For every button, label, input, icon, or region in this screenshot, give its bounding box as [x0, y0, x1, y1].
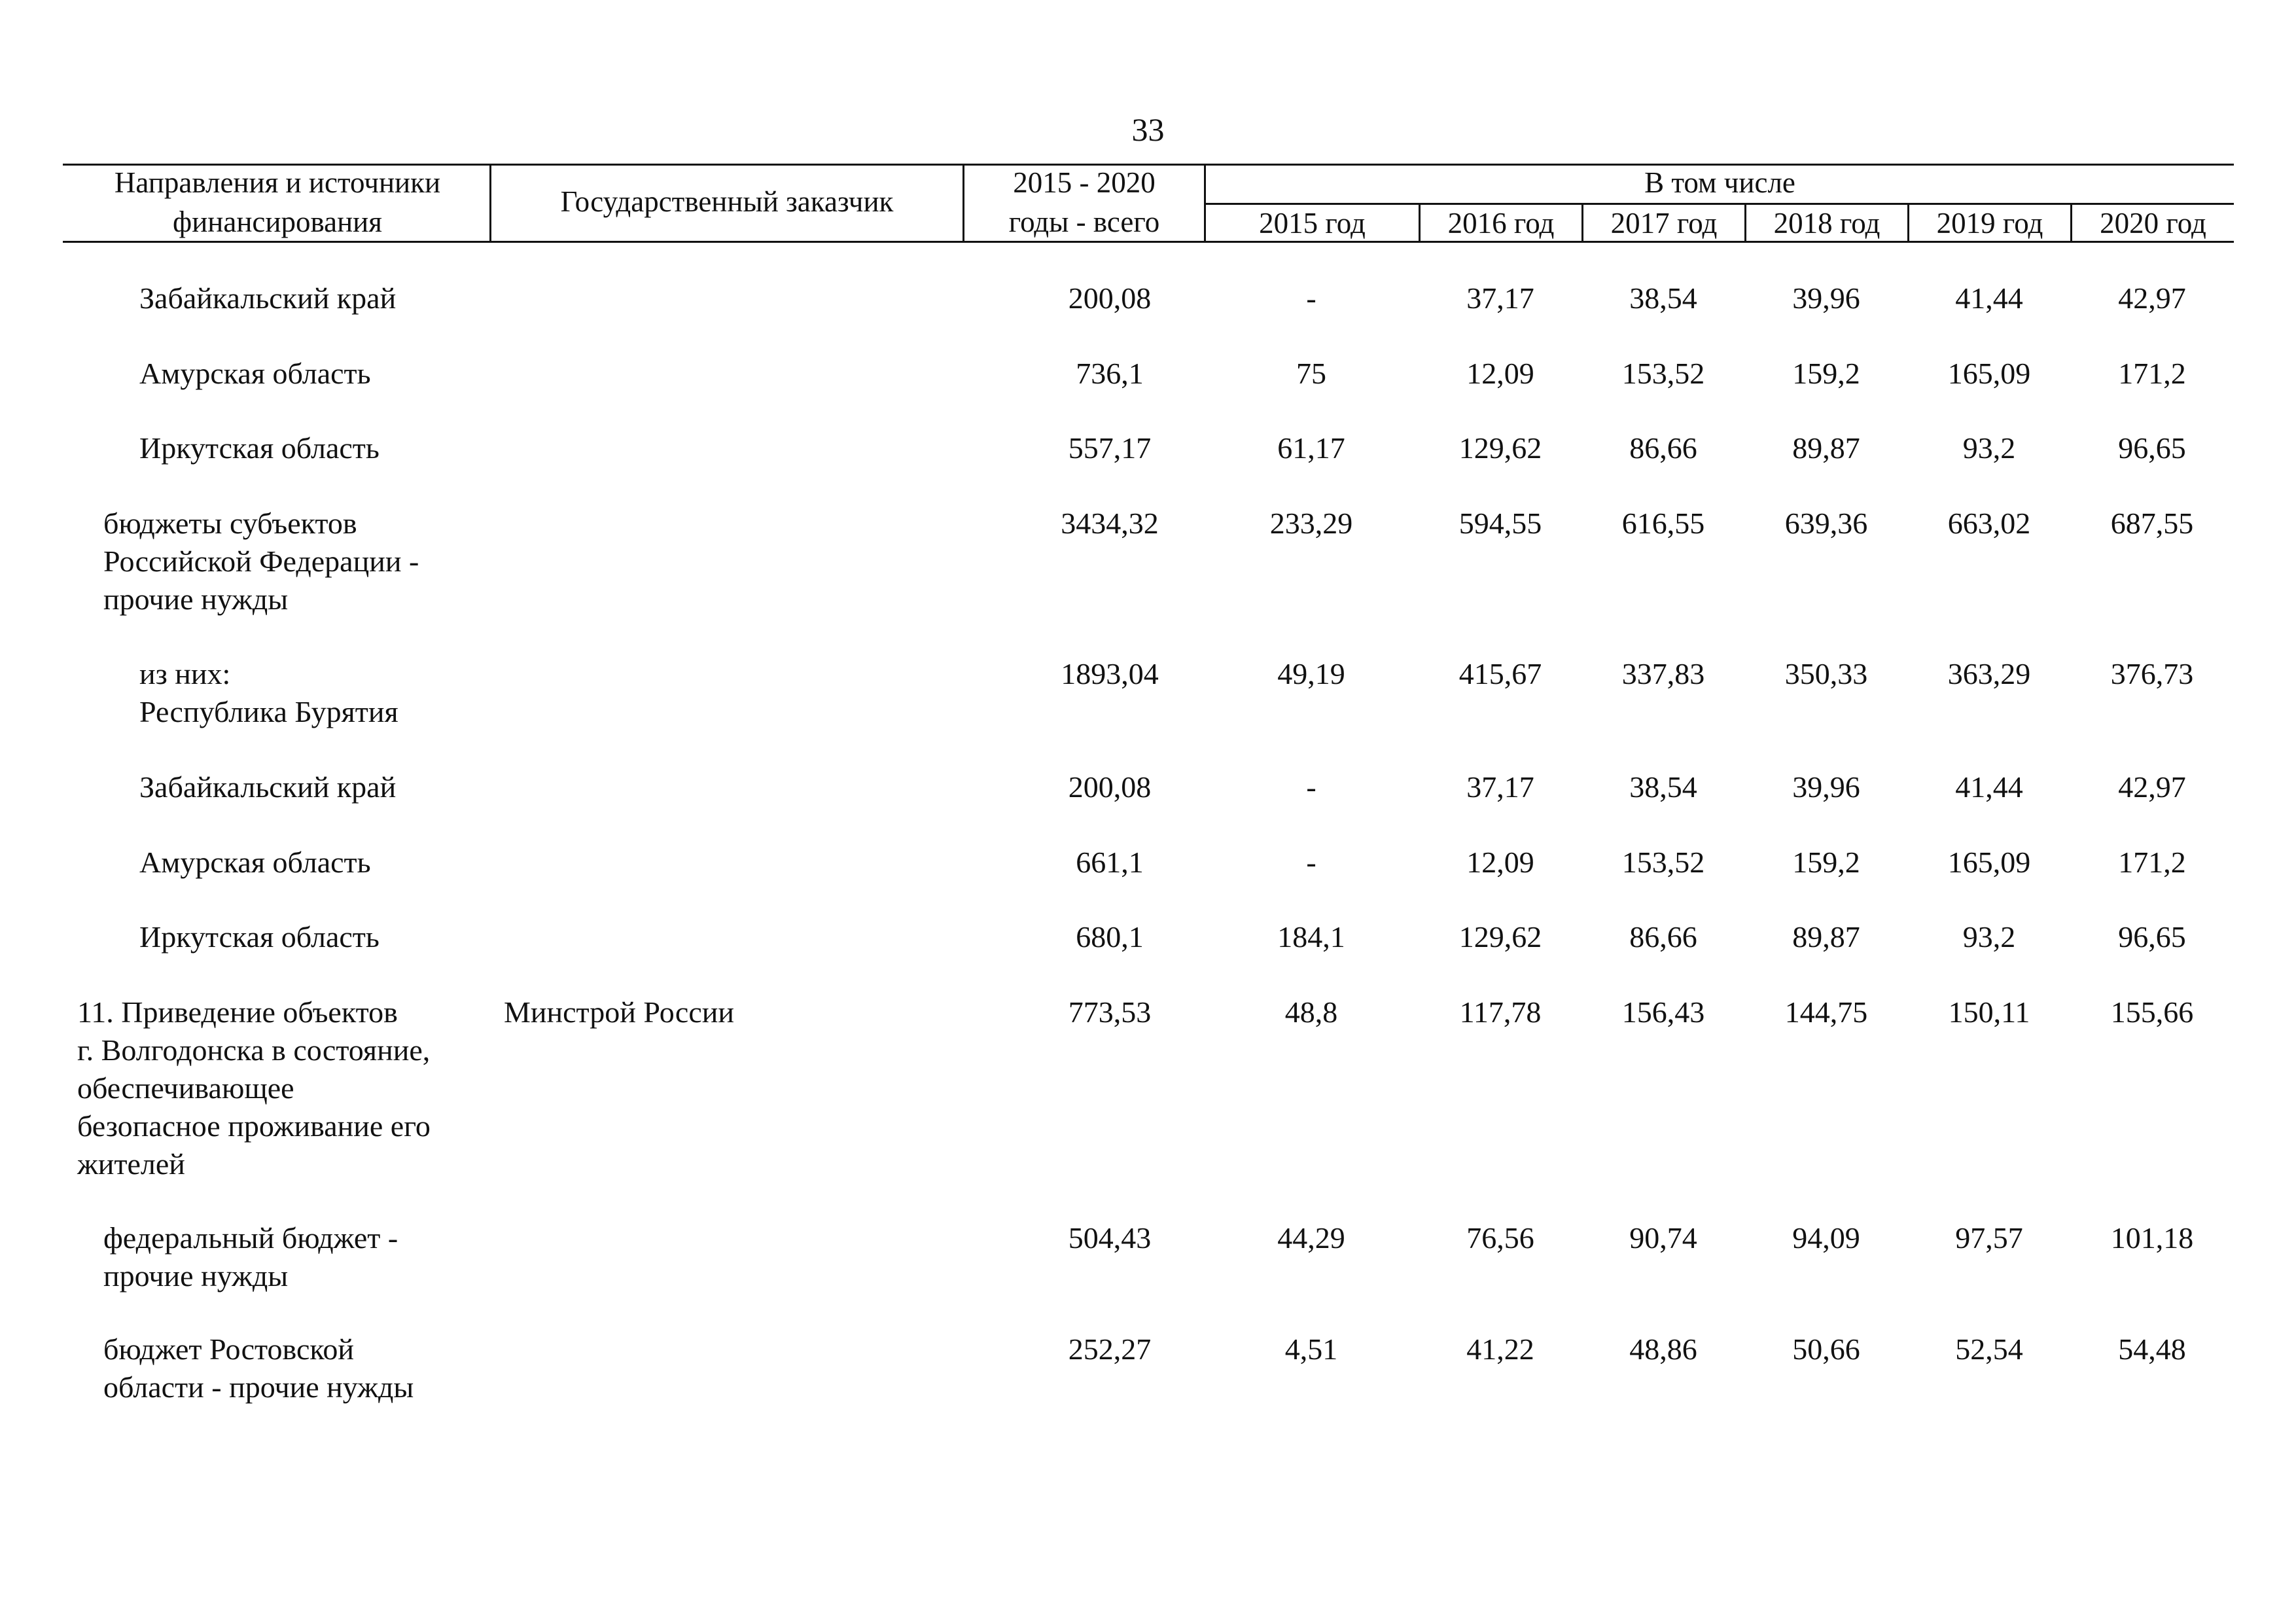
row-year-value: 75: [1296, 357, 1326, 390]
row-year-value: -: [1306, 770, 1316, 804]
row-total: 773,53: [1068, 995, 1152, 1029]
row-label: Республика Бурятия: [139, 695, 398, 728]
row-year-value: 117,78: [1459, 995, 1542, 1029]
row-year-value: 155,66: [2110, 995, 2194, 1029]
row-year-value: 61,17: [1277, 431, 1345, 465]
row-label: Амурская область: [139, 846, 371, 879]
row-year-value: 41,22: [1466, 1332, 1534, 1366]
row-year-value: 153,52: [1621, 846, 1705, 879]
row-total: 680,1: [1076, 920, 1144, 954]
header-year-2019: 2019 год: [1936, 207, 2043, 240]
header-total-line1: 2015 - 2020: [1013, 166, 1156, 199]
row-year-value: 76,56: [1466, 1221, 1534, 1255]
row-year-value: 4,51: [1284, 1332, 1338, 1366]
row-year-value: 156,43: [1621, 995, 1705, 1029]
row-year-value: 233,29: [1269, 507, 1353, 540]
row-label: прочие нужды: [103, 582, 289, 616]
row-year-value: 594,55: [1458, 507, 1542, 540]
row-year-value: 171,2: [2118, 846, 2186, 879]
row-year-value: 350,33: [1784, 657, 1868, 690]
row-label: г. Волгодонска в состояние,: [77, 1033, 431, 1067]
row-year-value: 94,09: [1792, 1221, 1860, 1255]
row-year-value: 39,96: [1792, 770, 1860, 804]
row-year-value: 96,65: [2118, 920, 2186, 954]
row-year-value: 93,2: [1962, 920, 2016, 954]
row-year-value: 54,48: [2118, 1332, 2186, 1366]
row-year-value: 42,97: [2118, 770, 2186, 804]
row-year-value: 89,87: [1792, 431, 1860, 465]
row-year-value: 48,86: [1629, 1332, 1697, 1366]
row-year-value: 165,09: [1947, 357, 2031, 390]
row-year-value: 687,55: [2110, 507, 2194, 540]
row-label: федеральный бюджет -: [103, 1221, 398, 1255]
row-year-value: 101,18: [2110, 1221, 2194, 1255]
row-year-value: 93,2: [1962, 431, 2016, 465]
row-year-value: 616,55: [1621, 507, 1705, 540]
row-label: жителей: [77, 1147, 185, 1181]
header-direction-line2: финансирования: [173, 205, 382, 238]
row-label: Иркутская область: [139, 920, 380, 954]
row-year-value: 337,83: [1621, 657, 1705, 690]
row-year-value: 639,36: [1784, 507, 1868, 540]
row-year-value: 153,52: [1621, 357, 1705, 390]
row-year-value: 86,66: [1629, 920, 1697, 954]
row-year-value: 184,1: [1277, 920, 1345, 954]
row-year-value: 37,17: [1466, 281, 1534, 315]
row-year-value: 376,73: [2110, 657, 2194, 690]
row-label: 11. Приведение объектов: [77, 995, 398, 1029]
page-number: 33: [1131, 111, 1165, 148]
row-year-value: 363,29: [1947, 657, 2031, 690]
row-label: Забайкальский край: [139, 770, 397, 804]
row-total: 736,1: [1076, 357, 1144, 390]
row-year-value: 49,19: [1277, 657, 1345, 690]
row-year-value: 38,54: [1629, 770, 1697, 804]
row-year-value: 86,66: [1629, 431, 1697, 465]
row-year-value: 44,29: [1277, 1221, 1345, 1255]
row-label: безопасное проживание его: [77, 1109, 431, 1143]
row-year-value: 415,67: [1458, 657, 1542, 690]
row-label: бюджет Ростовской: [103, 1332, 355, 1366]
row-total: 661,1: [1076, 846, 1144, 879]
header-year-2016: 2016 год: [1447, 207, 1555, 240]
row-year-value: 90,74: [1629, 1221, 1697, 1255]
header-direction-line1: Направления и источники: [114, 166, 441, 199]
row-year-value: 12,09: [1466, 357, 1534, 390]
row-year-value: 41,44: [1955, 770, 2023, 804]
row-year-value: 663,02: [1947, 507, 2031, 540]
row-label: Иркутская область: [139, 431, 380, 465]
row-year-value: 144,75: [1784, 995, 1868, 1029]
row-total: 200,08: [1068, 281, 1152, 315]
row-label: бюджеты субъектов: [103, 507, 357, 540]
row-label: области - прочие нужды: [103, 1370, 414, 1404]
row-year-value: 165,09: [1947, 846, 2031, 879]
row-year-value: 39,96: [1792, 281, 1860, 315]
row-label: Забайкальский край: [139, 281, 397, 315]
row-year-value: 89,87: [1792, 920, 1860, 954]
row-year-value: 12,09: [1466, 846, 1534, 879]
row-year-value: 129,62: [1458, 920, 1542, 954]
row-year-value: 48,8: [1284, 995, 1338, 1029]
row-year-value: -: [1306, 846, 1316, 879]
row-year-value: 97,57: [1955, 1221, 2023, 1255]
header-year-2020: 2020 год: [2100, 207, 2206, 240]
row-label: Российской Федерации -: [103, 544, 419, 578]
row-customer: Минстрой России: [504, 995, 734, 1029]
row-total: 200,08: [1068, 770, 1152, 804]
row-year-value: 52,54: [1955, 1332, 2023, 1366]
row-total: 252,27: [1068, 1332, 1152, 1366]
row-total: 504,43: [1068, 1221, 1152, 1255]
row-total: 557,17: [1068, 431, 1152, 465]
header-year-2018: 2018 год: [1773, 207, 1881, 240]
row-year-value: 129,62: [1458, 431, 1542, 465]
row-label: Амурская область: [139, 357, 371, 390]
row-year-value: 50,66: [1792, 1332, 1860, 1366]
row-year-value: 159,2: [1792, 357, 1860, 390]
row-year-value: 159,2: [1792, 846, 1860, 879]
row-total: 1893,04: [1061, 657, 1159, 690]
header-total-line2: годы - всего: [1008, 205, 1160, 238]
row-year-value: -: [1306, 281, 1316, 315]
row-label: из них:: [139, 657, 231, 690]
row-year-value: 96,65: [2118, 431, 2186, 465]
row-total: 3434,32: [1061, 507, 1159, 540]
header-year-2017: 2017 год: [1610, 207, 1718, 240]
row-year-value: 41,44: [1955, 281, 2023, 315]
row-year-value: 42,97: [2118, 281, 2186, 315]
header-including: В том числе: [1644, 166, 1795, 199]
row-year-value: 37,17: [1466, 770, 1534, 804]
header-bottom-rule: [63, 241, 2234, 243]
row-year-value: 38,54: [1629, 281, 1697, 315]
row-year-value: 150,11: [1948, 995, 2030, 1029]
header-year-2015: 2015 год: [1259, 207, 1366, 240]
row-year-value: 171,2: [2118, 357, 2186, 390]
row-label: обеспечивающее: [77, 1071, 294, 1105]
header-customer: Государственный заказчик: [560, 185, 894, 218]
row-label: прочие нужды: [103, 1259, 289, 1293]
